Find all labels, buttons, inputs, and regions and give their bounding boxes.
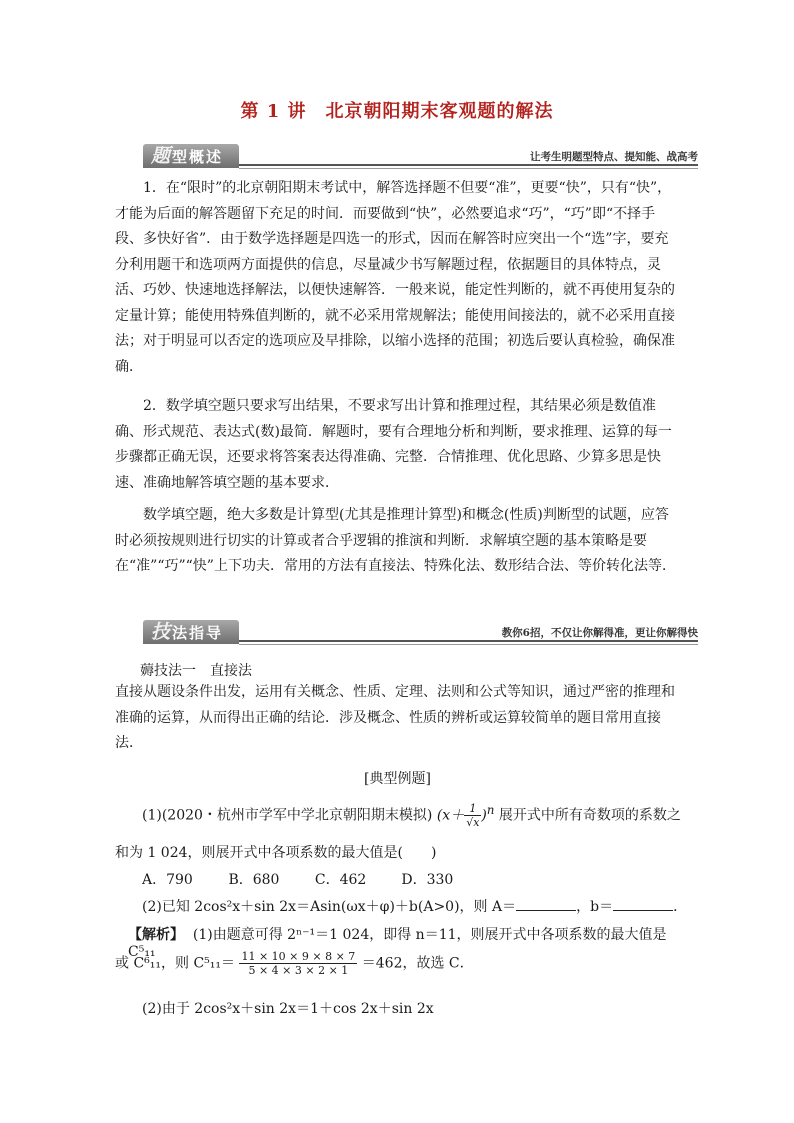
answer-blank-a <box>516 898 576 911</box>
analysis-line-2: 或 C⁶₁₁，则 C⁵₁₁＝ $\frac{11 \times 10 \times 9 \times 8 \times 7}{5 \times 4 \times 3 \times 2 \times 1}$ ＝462，故选 C． <box>115 950 474 977</box>
banner-slogan: 让考生明题型特点、提知能、战高考 <box>526 149 698 164</box>
option-b: B．680 <box>228 872 280 888</box>
method-heading: 薅技法一 直接法 <box>140 663 252 679</box>
example-title: [典型例题] <box>364 771 431 787</box>
option-d: D．330 <box>401 872 454 888</box>
option-c: C．462 <box>314 872 367 888</box>
page-title: 第 1 讲 北京朝阳期末客观题的解法 <box>240 101 554 122</box>
overview-paragraph-3: 数学填空题，绝大多数是计算型(尤其是推理计算型)和概念(性质)判断型的试题，应答时必须按规则进行切实的计算或者合乎逻辑的推演和判断．求解填空题的基本策略是要在“准”“巧”“快”上下功夫．常用的方法有直接法、特殊化法、数形结合法、等价转化法等． <box>115 507 676 574</box>
binomial-expression: (x＋ $\frac{1}{√x}$ )$^n$ <box>436 802 495 829</box>
method-description: 直接从题设条件出发，运用有关概念、性质、定理、法则和公式等知识，通过严密的推理和准确的运算，从而得出正确的结论．涉及概念、性质的辨析或运算较简单的题目常用直接法． <box>115 684 675 751</box>
section-banner-overview <box>143 144 698 170</box>
analysis-line-3: (2)由于 2cos²x＋sin 2x＝1＋cos 2x＋sin 2x <box>142 1001 434 1017</box>
option-a: A．790 <box>142 872 193 888</box>
analysis-label: 【解析】 <box>128 927 184 943</box>
overview-paragraph-2: 2．数学填空题只要求写出结果，不要求写出计算和推理过程，其结果必须是数值准确、形式规范、表达式(数)最简．解题时，要有合理地分析和判断，要求推理、运算的每一步骤都正确无误，还要求将答案表达得准确、完整．合情推理、优化思路、少算多思是快速、准确地解答填空题的基本要求． <box>115 398 672 491</box>
banner-tab: 题型概述 <box>143 144 239 168</box>
answer-blank-b <box>613 898 673 911</box>
question-1: (1)(2020・杭州市学军中学北京朝阳期末模拟) (x＋ $\frac{1}{√x}$ )$^n$ 展开式中所有奇数项的系数之 <box>142 802 681 829</box>
overview-paragraph-1: 1．在“限时”的北京朝阳期末考试中，解答选择题不但要“准”，更要“快”，只有“快”，才能为后面的解答题留下充足的时间．而要做到“快”，必然要追求“巧”，“巧”即“不择手段、多快好省”．由于数学选择题是四选一的形式，因而在解答时应突出一个“选”字，要充分利用题干和选项两方面提供的信息，尽量减少书写解题过程，依据题目的具体特点，灵活、巧妙、快速地选择解法，以便快速解答．一般来说，能定性判断的，就不再使用复杂的定量计算；能使用特殊值判断的，就不必采用常规解法；能使用间接法的，就不必采用直接法；对于明显可以否定的选项应及早排除，以缩小选择的范围；初选后要认真检验，确保准确． <box>115 180 675 375</box>
question-1-line-2: 和为 1 024，则展开式中各项系数的最大值是( ) <box>115 845 437 861</box>
analysis-line-1: 【解析】 (1)由题意可得 2ⁿ⁻¹＝1 024，即得 n＝11，则展开式中各项系数的最大值是 C⁵₁₁ <box>128 927 667 960</box>
section-banner-methods <box>143 620 698 646</box>
combination-fraction: $\frac{11 \times 10 \times 9 \times 8 \times 7}{5 \times 4 \times 3 \times 2 \times 1}$ <box>241 950 356 977</box>
banner-slogan: 教你6招，不仅让你解得准，更让你解得快 <box>498 625 698 640</box>
question-2: (2)已知 2cos²x＋sin 2x＝Asin(ωx＋φ)＋b(A>0)，则 A＝ ，b＝ ． <box>142 899 688 915</box>
banner-tab: 技法指导 <box>143 620 239 644</box>
question-1-options <box>142 869 483 889</box>
